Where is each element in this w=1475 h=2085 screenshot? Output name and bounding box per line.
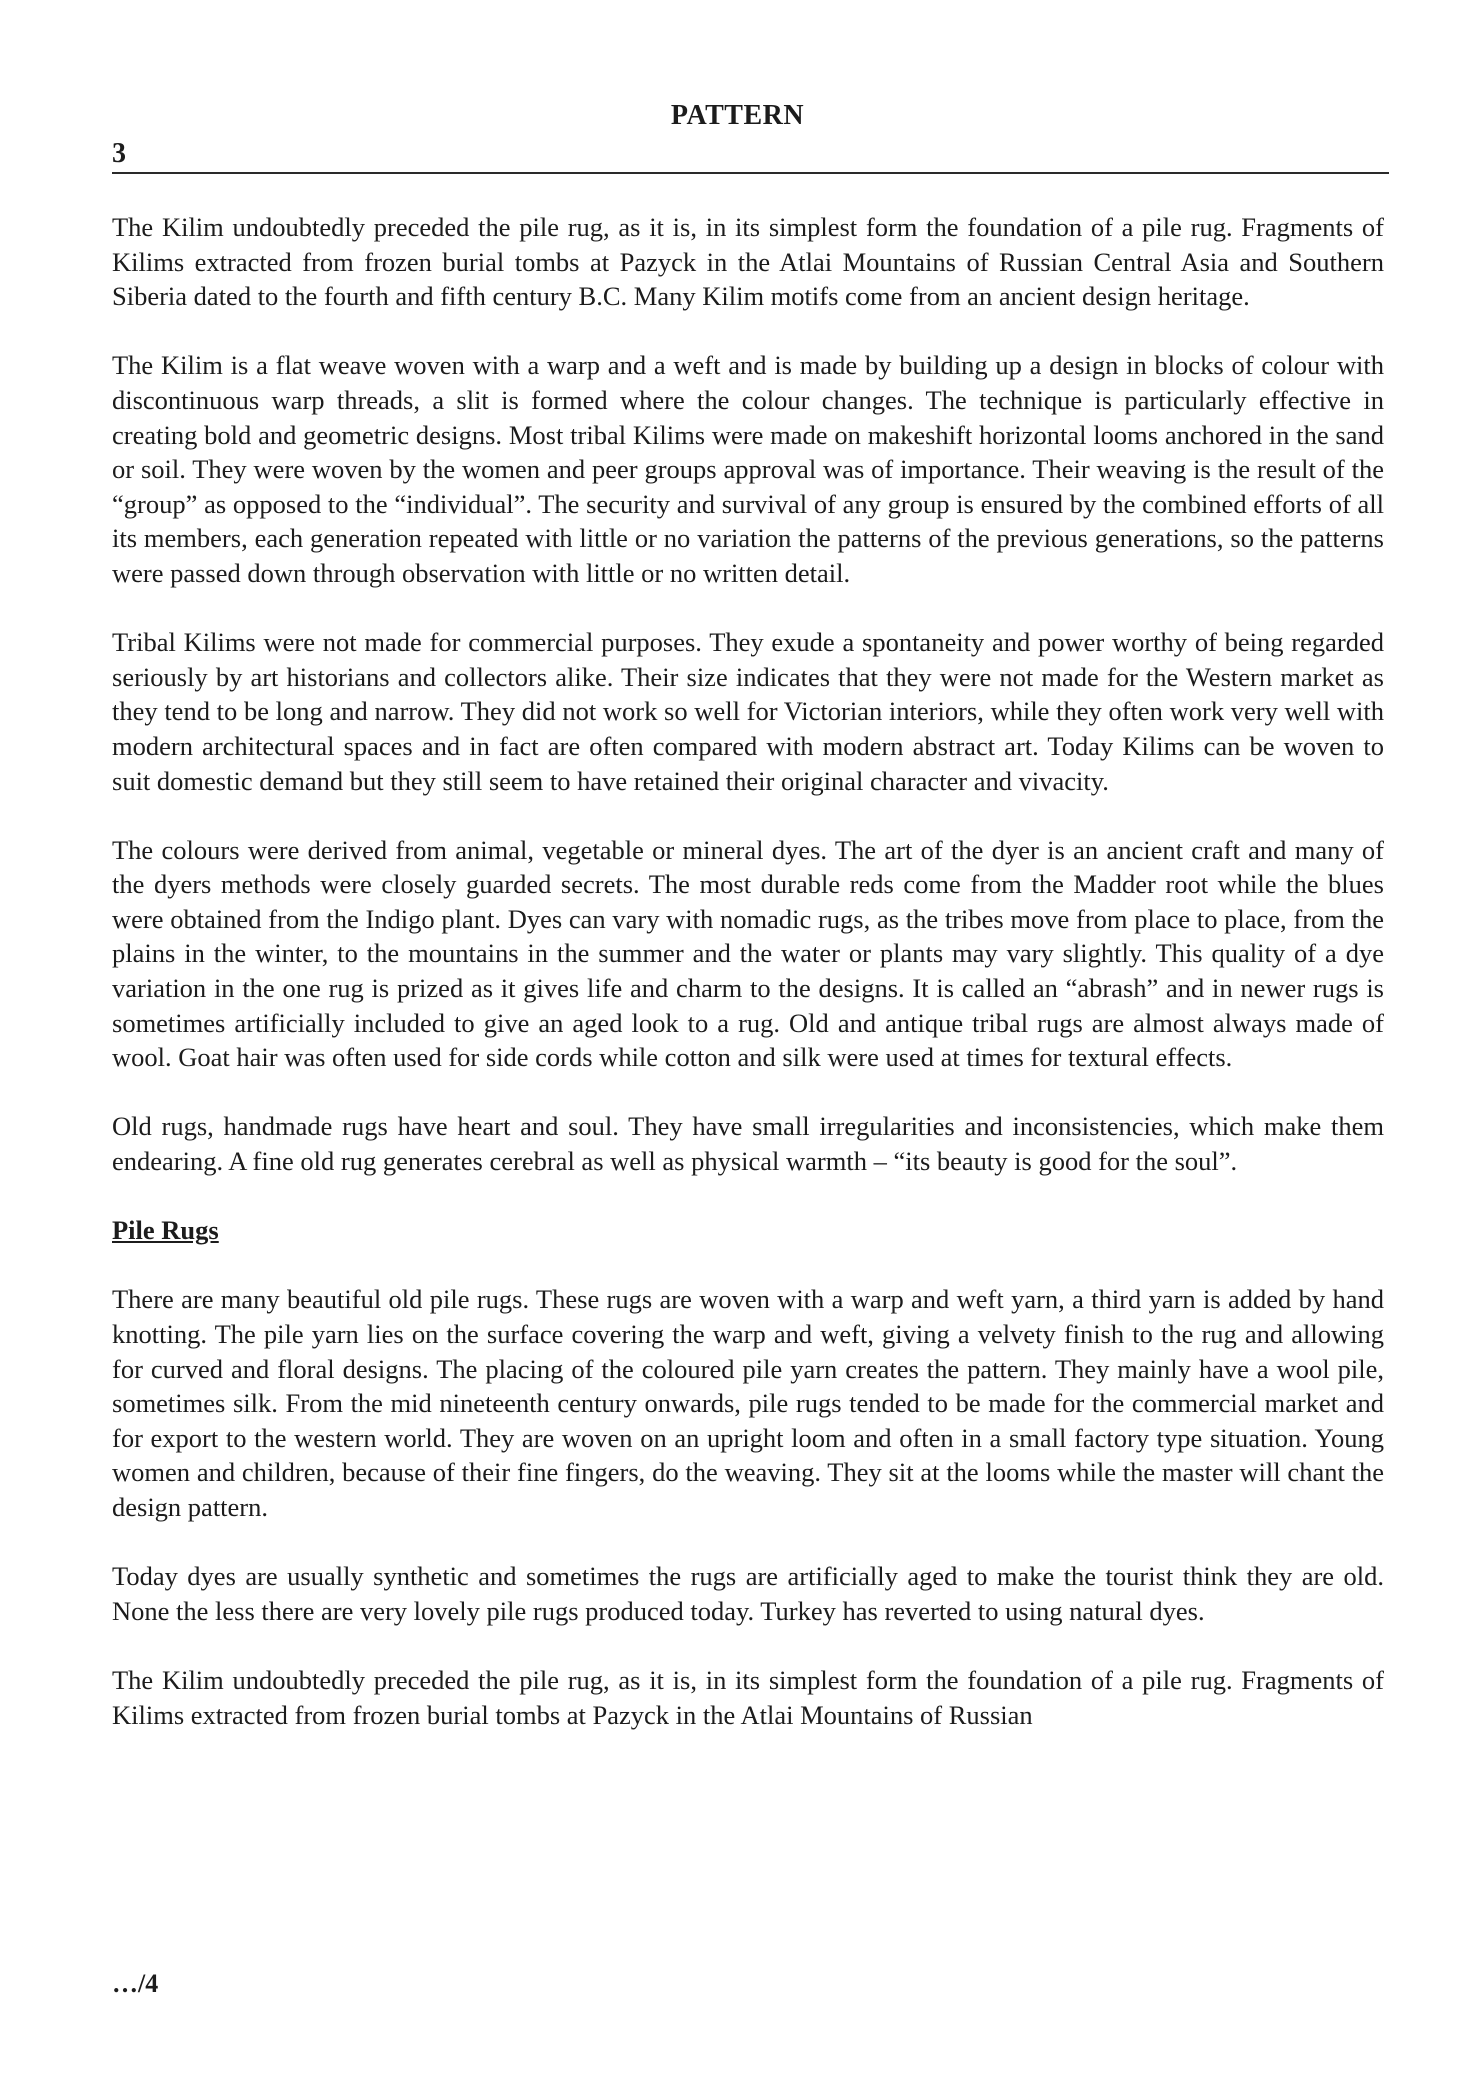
paragraph-colours-dyes: The colours were derived from animal, vegetable or mineral dyes. The art of the dyer is an ancient craft and many of the dyers methods were closely guarded secrets. The most durable reds come from the Madder root while the blues were obtained from the Indigo plant. Dyes can vary with nomadic rugs, as the tribes move from place to place, from the plains in the winter, to the mountains in the summer and the water or plants may vary slightly. This quality of a dye variation in the one rug is prized as it gives life and charm to the designs. It is called an “abrash” and in newer rugs is sometimes artificially included to give an aged look to a rug. Old and antique tribal rugs are almost always made of wool. Goat hair was often used for side cords while cotton and silk were used at times for textural effects. — [112, 834, 1384, 1073]
paragraph-synthetic-dyes: Today dyes are usually synthetic and sometimes the rugs are artificially aged to make the tourist think they are old. None the less there are very lovely pile rugs produced today. Turkey has reverted to using natural dyes. — [112, 1561, 1384, 1626]
paragraph-pile-rugs: There are many beautiful old pile rugs. These rugs are woven with a warp and weft yarn, a third yarn is added by hand knotting. The pile yarn lies on the surface covering the warp and weft, giving a velvety finish to the rug and allowing for curved and floral designs. The placing of the coloured pile yarn creates the pattern. They mainly have a wool pile, sometimes silk. From the mid nineteenth century onwards, pile rugs tended to be made for the commercial market and for export to the western world. They are woven on an upright loom and often in a small factory type situation. Young women and children, because of their fine fingers, do the weaving. They sit at the looms while the master will chant the design pattern. — [112, 1284, 1384, 1522]
paragraph-tribal-kilims: Tribal Kilims were not made for commercial purposes. They exude a spontaneity and power worthy of being regarded seriously by art historians and collectors alike. Their size indicates that they were not made for the Western market as they tend to be long and narrow. They did not work so well for Victorian interiors, while they often work very well with modern architectural spaces and in fact are often compared with modern abstract art. Today Kilims can be woven to suit domestic demand but they still seem to have retained their original character and vivacity. — [112, 627, 1384, 796]
page-title: PATTERN — [670, 100, 805, 131]
paragraph-kilim-technique: The Kilim is a flat weave woven with a warp and a weft and is made by building up a design in blocks of colour with discontinuous warp threads, a slit is formed where the colour changes. The technique is particularly effective in creating bold and geometric designs. Most tribal Kilims were made on makeshift horizontal looms anchored in the sand or soil. They were woven by the women and peer groups approval was of importance. Their weaving is the result of the “group” as opposed to the “individual”. The security and survival of any group is ensured by the combined efforts of all its members, each generation repeated with little or no variation the patterns of the previous generations, so the patterns were passed down through observation with little or no written detail. — [112, 350, 1384, 588]
page-number: 3 — [112, 138, 126, 169]
paragraph-old-rugs: Old rugs, handmade rugs have heart and soul. They have small irregularities and inconsistencies, which make them endearing. A fine old rug generates cerebral as well as physical warmth – “its beauty is good for the soul”. — [112, 1111, 1384, 1177]
paragraph-kilim-origins: The Kilim undoubtedly preceded the pile rug, as it is, in its simplest form the foundation of a pile rug. Fragments of Kilims extracted from frozen burial tombs at Pazyck in the Atlai Mountains of Russian Central Asia and Southern Siberia dated to the fourth and fifth century B.C. Many Kilim motifs come from an ancient design heritage. — [112, 212, 1384, 312]
document-body — [112, 210, 1384, 1767]
page-continuation-marker: …/4 — [112, 1969, 159, 1998]
paragraph-kilim-repeat: The Kilim undoubtedly preceded the pile rug, as it is, in its simplest form the foundation of a pile rug. Fragments of Kilims extracted from frozen burial tombs at Pazyck in the Atlai Mountains of Russian — [112, 1664, 1384, 1730]
header-divider — [112, 172, 1389, 174]
section-heading-pile-rugs: Pile Rugs — [112, 1215, 219, 1246]
